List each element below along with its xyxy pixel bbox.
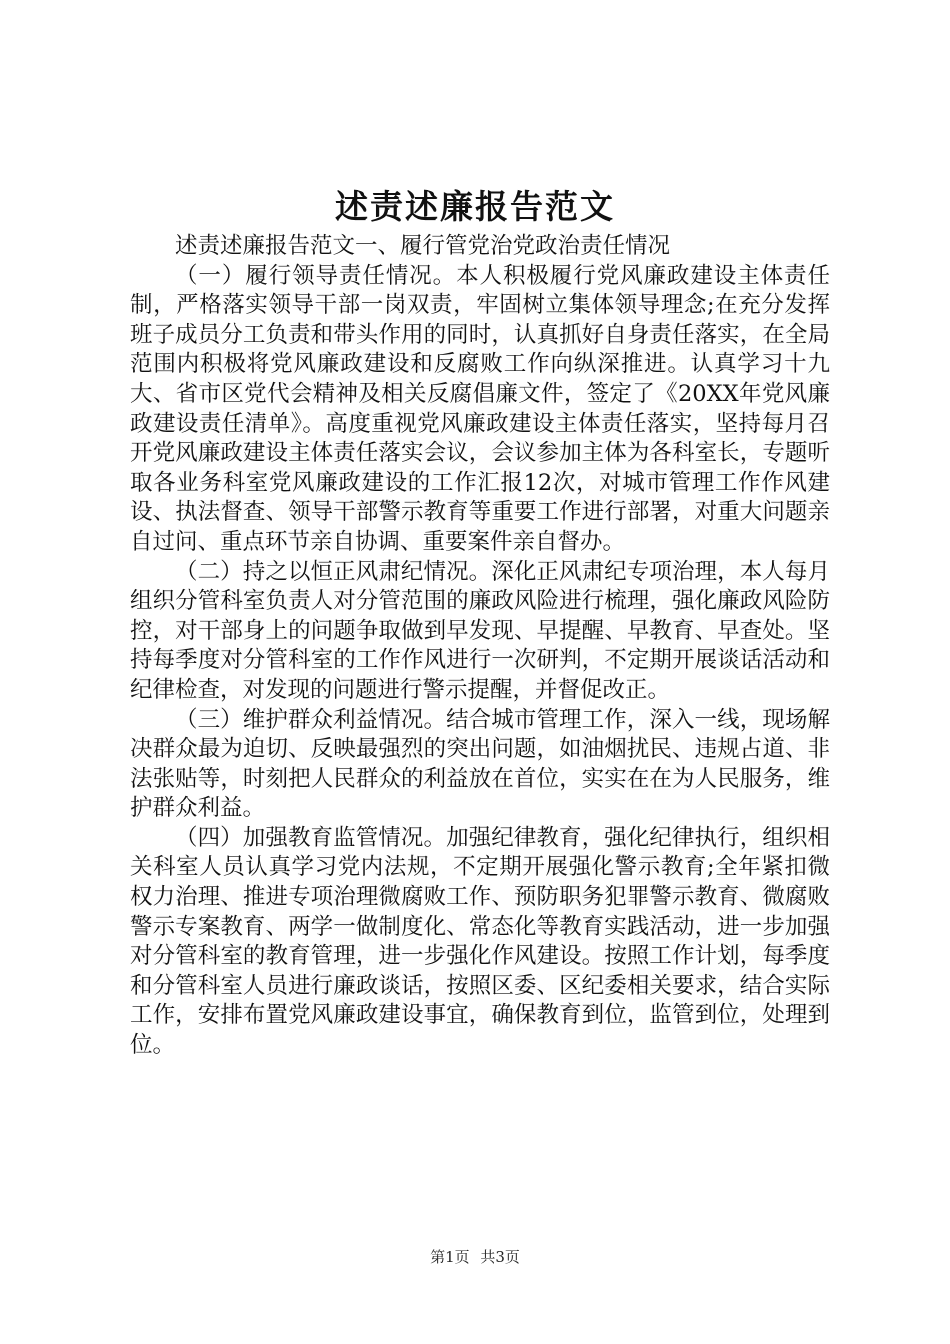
paragraph-section-4: （四）加强教育监管情况。加强纪律教育，强化纪律执行，组织相关科室人员认真学习党内法规，不定期开展强化警示教育;全年紧扣微权力治理、推进专项治理微腐败工作、预防职务犯罪警示教育、微腐败警示专案教育、两学一做制度化、常态化等教育实践活动，进一步加强对分管科室的教育管理，进一步强化作风建设。按照工作计划，每季度和分管科室人员进行廉政谈话，按照区委、区纪委相关要求，结合实际工作，安排布置党风廉政建设事宜，确保教育到位，监管到位，处理到位。 [130, 824, 830, 1059]
page-number: 第1页 [430, 1248, 470, 1266]
paragraph-section-2: （二）持之以恒正风肃纪情况。深化正风肃纪专项治理，本人每月组织分管科室负责人对分管范围的廉政风险进行梳理，强化廉政风险防控，对干部身上的问题争取做到早发现、早提醒、早教育、早查处。坚持每季度对分管科室的工作作风进行一次研判，不定期开展谈话活动和纪律检查，对发现的问题进行警示提醒，并督促改正。 [130, 558, 830, 703]
page-total: 共3页 [480, 1248, 520, 1266]
page-footer [0, 1247, 950, 1267]
paragraph-intro: 述责述廉报告范文一、履行管党治党政治责任情况 [175, 233, 671, 259]
paragraph-section-3: （三）维护群众利益情况。结合城市管理工作，深入一线，现场解决群众最为迫切、反映最强烈的突出问题，如油烟扰民、违规占道、非法张贴等，时刻把人民群众的利益放在首位，实实在在为人民服务，维护群众利益。 [130, 706, 830, 822]
document-title: 述责述廉报告范文 [335, 187, 615, 226]
document-body [130, 232, 830, 1061]
paragraph-section-1: （一）履行领导责任情况。本人积极履行党风廉政建设主体责任制，严格落实领导干部一岗双责，牢固树立集体领导理念;在充分发挥班子成员分工负责和带头作用的同时，认真抓好自身责任落实，在全局范围内积极将党风廉政建设和反腐败工作向纵深推进。认真学习十九大、省市区党代会精神及相关反腐倡廉文件，签定了《20XX年党风廉政建设责任清单》。高度重视党风廉政建设主体责任落实，坚持每月召开党风廉政建设主体责任落实会议，会议参加主体为各科室长，专题听取各业务科室党风廉政建设的工作汇报12次，对城市管理工作作风建设、执法督查、领导干部警示教育等重要工作进行部署，对重大问题亲自过问、重点环节亲自协调、重要案件亲自督办。 [130, 262, 830, 555]
